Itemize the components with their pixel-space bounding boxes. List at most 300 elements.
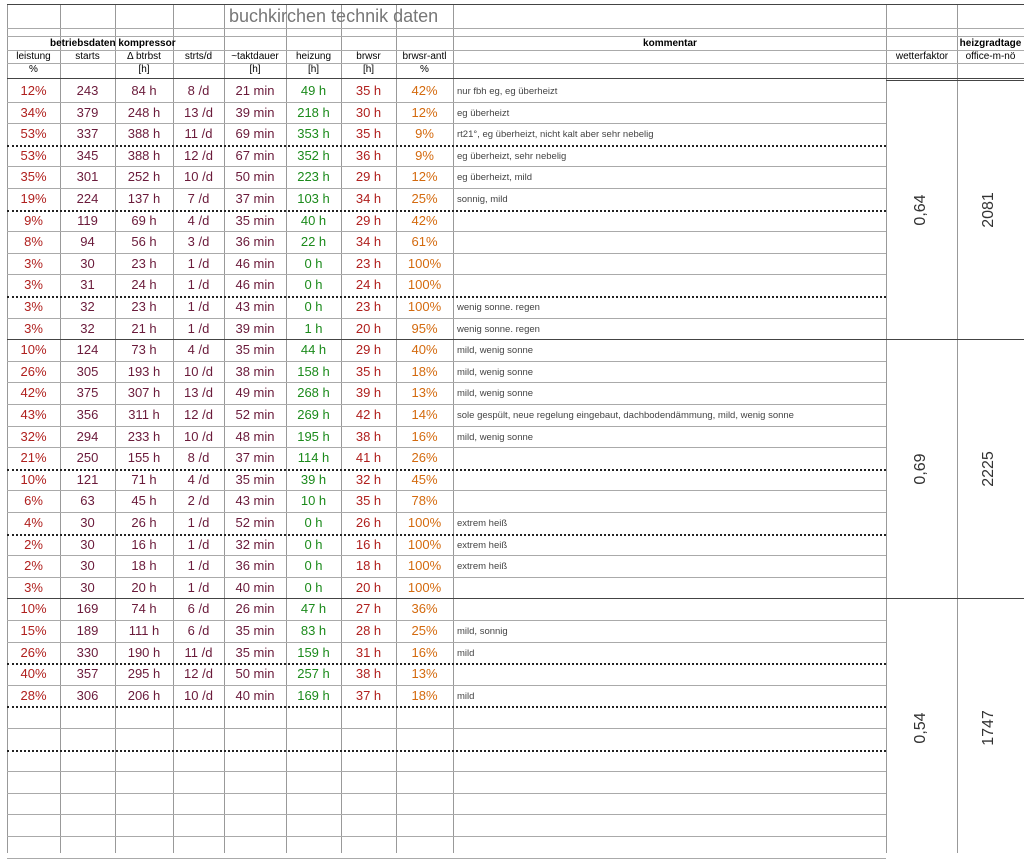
cell-strts: 7 /d (187, 191, 210, 206)
cell-btrbst: 311 h (128, 407, 160, 422)
grid-hline (7, 36, 1024, 37)
cell-btrbst: 74 h (131, 601, 157, 617)
sheet-title: buchkirchen technik daten (229, 6, 439, 26)
cell-btrbst: 45 h (131, 493, 157, 509)
cell-antl: 100% (407, 255, 442, 271)
cell-antl: 95% (411, 320, 438, 336)
cell-btrbst: 71 h (131, 471, 157, 487)
grid-hline (7, 78, 1024, 79)
grid-hline (7, 771, 886, 772)
cell-kommentar (457, 237, 885, 251)
cell-heizung: 0 h (304, 255, 323, 271)
cell-starts: 305 (76, 363, 99, 379)
table-row (0, 642, 886, 664)
cell-leistung: 10% (20, 471, 47, 487)
cell-leistung: 3% (24, 255, 43, 271)
cell-strts: 1 /d (187, 299, 210, 314)
cell-brwsr: 20 h (355, 320, 382, 336)
cell-brwsr: 28 h (355, 623, 382, 638)
cell-btrbst: 18 h (131, 558, 157, 574)
cell-heizung: 40 h (300, 212, 327, 228)
cell-takt: 35 min (235, 471, 275, 487)
table-row (0, 123, 886, 145)
cell-heizung: 268 h (297, 385, 330, 401)
cell-leistung: 40% (20, 666, 47, 682)
cell-btrbst: 20 h (131, 579, 157, 595)
table-row (0, 620, 886, 642)
column-unit-starts (60, 64, 115, 76)
cell-strts: 4 /d (187, 212, 210, 228)
cell-antl: 42% (411, 212, 438, 228)
table-row (0, 534, 886, 556)
cell-kommentar (457, 216, 885, 230)
table-row (0, 361, 886, 383)
cell-brwsr: 24 h (355, 277, 382, 293)
column-unit-leistung: % (29, 64, 38, 75)
cell-starts: 357 (76, 666, 99, 682)
cell-btrbst: 206 h (127, 687, 161, 703)
table-row (0, 447, 886, 469)
cell-heizung: 39 h (300, 471, 327, 487)
table-row (0, 231, 886, 253)
cell-leistung: 42% (20, 385, 47, 401)
cell-kommentar: mild, wenig sonne (457, 388, 534, 400)
office-header: office-m-nö (965, 51, 1016, 62)
cell-heizung: 0 h (304, 299, 323, 314)
cell-btrbst: 111 h (128, 623, 160, 638)
cell-btrbst: 73 h (131, 342, 157, 358)
cell-heizung: 169 h (297, 687, 330, 703)
cell-kommentar: rt21°, eg überheizt, nicht kalt aber sehr nebelig (457, 129, 654, 141)
cell-brwsr: 35 h (355, 363, 382, 379)
comment-header: kommentar (643, 38, 697, 49)
table-row (0, 404, 886, 426)
cell-heizung: 0 h (304, 579, 323, 595)
cell-strts: 11 /d (184, 126, 213, 142)
cell-btrbst: 24 h (131, 277, 157, 293)
cell-heizung: 195 h (297, 428, 330, 444)
cell-brwsr: 32 h (355, 471, 382, 487)
cell-starts: 189 (76, 623, 99, 638)
cell-brwsr: 35 h (355, 126, 382, 142)
cell-heizung: 159 h (297, 644, 330, 660)
cell-btrbst: 248 h (127, 104, 161, 120)
heizgradtage-value: 1747 (980, 710, 997, 746)
cell-takt: 39 min (235, 320, 275, 336)
cell-takt: 43 min (235, 493, 275, 509)
table-row (0, 253, 886, 275)
cell-antl: 45% (411, 471, 438, 487)
table-row (0, 426, 886, 448)
cell-takt: 52 min (235, 515, 275, 530)
table-row (0, 188, 886, 210)
column-header-heizung: heizung (295, 51, 332, 62)
cell-btrbst: 56 h (131, 234, 157, 250)
table-row (0, 145, 886, 167)
column-unit-takt: [h] (249, 64, 261, 75)
cell-brwsr: 30 h (355, 104, 382, 120)
column-unit-strts (173, 64, 224, 76)
cell-strts: 1 /d (187, 558, 210, 574)
cell-strts: 8 /d (187, 450, 210, 466)
cell-antl: 42% (411, 83, 438, 98)
heizgradtage-value: 2225 (980, 451, 997, 487)
cell-strts: 6 /d (187, 623, 210, 638)
cell-takt: 38 min (235, 363, 275, 379)
cell-kommentar: sonnig, mild (457, 194, 508, 205)
cell-brwsr: 35 h (355, 493, 382, 509)
cell-leistung: 9% (24, 212, 43, 228)
table-row (0, 166, 886, 188)
cell-heizung: 47 h (300, 601, 327, 617)
column-header-btrbst: Δ btrbst (127, 51, 161, 62)
cell-heizung: 223 h (297, 169, 330, 185)
cell-antl: 100% (407, 299, 442, 314)
cell-starts: 345 (76, 147, 99, 163)
column-header-strts: strts/d (184, 51, 213, 62)
cell-starts: 63 (80, 493, 95, 509)
cell-kommentar: mild (457, 690, 475, 702)
cell-antl: 12% (411, 169, 438, 185)
table-row (0, 490, 886, 512)
cell-btrbst: 252 h (127, 169, 161, 185)
cell-brwsr: 38 h (355, 666, 382, 682)
cell-antl: 25% (411, 191, 438, 206)
cell-takt: 36 min (235, 558, 275, 574)
cell-takt: 35 min (235, 342, 275, 358)
group-header: betriebsdaten kompressor (50, 38, 176, 49)
cell-kommentar: mild (457, 647, 475, 659)
column-unit-brwsr: [h] (362, 64, 375, 75)
cell-kommentar: sole gespült, neue regelung eingebaut, dachbodendämmung, mild, wenig sonne (457, 410, 794, 421)
cell-strts: 1 /d (187, 579, 210, 595)
cell-starts: 250 (76, 450, 99, 466)
cell-strts: 10 /d (184, 363, 213, 379)
cell-starts: 301 (76, 169, 99, 185)
table-row (0, 598, 886, 620)
cell-kommentar (457, 453, 885, 467)
table-row (0, 663, 886, 685)
column-unit-btrbst: [h] (138, 64, 150, 75)
cell-leistung: 8% (24, 234, 43, 250)
cell-antl: 61% (411, 234, 438, 250)
cell-leistung: 15% (20, 623, 47, 638)
cell-kommentar (457, 259, 885, 273)
cell-heizung: 1 h (304, 320, 323, 336)
cell-brwsr: 27 h (355, 601, 382, 617)
cell-starts: 94 (80, 234, 95, 250)
cell-takt: 40 min (235, 687, 275, 703)
cell-antl: 13% (411, 666, 438, 682)
cell-starts: 243 (76, 83, 99, 98)
cell-brwsr: 29 h (355, 342, 382, 358)
cell-leistung: 2% (24, 558, 43, 574)
cell-heizung: 0 h (304, 558, 323, 574)
cell-starts: 337 (76, 126, 99, 142)
wetterfaktor-value: 0,64 (912, 194, 929, 226)
table-row (0, 80, 886, 102)
cell-kommentar: eg überheizt, sehr nebelig (457, 150, 567, 162)
cell-starts: 294 (76, 428, 99, 444)
cell-strts: 1 /d (187, 515, 210, 530)
cell-starts: 121 (76, 471, 99, 487)
cell-kommentar: wenig sonne. regen (457, 323, 540, 335)
cell-strts: 10 /d (184, 428, 213, 444)
grid-hline (7, 4, 1024, 5)
column-header-starts: starts (75, 51, 100, 62)
cell-kommentar: mild, wenig sonne (457, 345, 534, 357)
cell-antl: 18% (411, 363, 438, 379)
column-unit-heizung: [h] (307, 64, 320, 75)
cell-strts: 4 /d (187, 342, 210, 358)
cell-starts: 30 (80, 515, 95, 530)
cell-starts: 224 (76, 191, 99, 206)
cell-leistung: 10% (20, 601, 47, 617)
cell-leistung: 10% (20, 342, 47, 358)
cell-takt: 35 min (235, 212, 275, 228)
cell-antl: 36% (411, 601, 438, 617)
cell-leistung: 32% (20, 428, 47, 444)
cell-starts: 30 (80, 255, 95, 271)
table-row (0, 555, 886, 577)
cell-strts: 2 /d (187, 493, 210, 509)
column-header-brwsr: brwsr (356, 51, 381, 62)
cell-btrbst: 16 h (131, 536, 157, 552)
heizgradtage-value: 2081 (980, 191, 997, 228)
cell-leistung: 35% (20, 169, 47, 185)
cell-takt: 26 min (235, 601, 275, 617)
grid-vline (886, 4, 887, 853)
cell-kommentar (457, 475, 885, 489)
cell-heizung: 0 h (304, 536, 323, 552)
cell-strts: 10 /d (184, 687, 213, 703)
cell-brwsr: 20 h (355, 579, 382, 595)
cell-takt: 49 min (235, 385, 275, 401)
cell-antl: 14% (411, 407, 438, 422)
cell-starts: 30 (80, 558, 95, 574)
cell-leistung: 12% (20, 83, 47, 98)
cell-btrbst: 233 h (127, 428, 161, 444)
cell-antl: 25% (411, 623, 438, 638)
cell-heizung: 103 h (297, 191, 330, 206)
cell-leistung: 3% (24, 320, 43, 336)
cell-btrbst: 23 h (131, 299, 157, 314)
table-row (0, 339, 886, 361)
cell-leistung: 3% (24, 277, 43, 293)
column-header-takt: ~taktdauer (231, 51, 279, 62)
cell-takt: 69 min (235, 126, 275, 142)
cell-leistung: 26% (20, 644, 47, 660)
cell-heizung: 10 h (300, 493, 327, 509)
cell-kommentar (457, 496, 885, 510)
cell-takt: 50 min (235, 666, 275, 682)
cell-brwsr: 36 h (355, 147, 382, 163)
cell-leistung: 53% (20, 147, 47, 163)
grid-hline (7, 793, 886, 794)
cell-leistung: 21% (20, 450, 47, 466)
cell-heizung: 269 h (297, 407, 330, 422)
cell-leistung: 34% (20, 104, 47, 120)
cell-heizung: 0 h (304, 277, 323, 293)
table-row (0, 382, 886, 404)
cell-brwsr: 18 h (355, 558, 382, 574)
cell-antl: 40% (411, 342, 438, 358)
cell-strts: 13 /d (184, 104, 213, 120)
cell-btrbst: 155 h (127, 450, 161, 466)
cell-starts: 124 (76, 342, 99, 358)
cell-leistung: 3% (24, 299, 43, 314)
cell-brwsr: 16 h (355, 536, 382, 552)
cell-strts: 1 /d (187, 277, 210, 293)
cell-takt: 35 min (235, 623, 275, 638)
cell-strts: 1 /d (187, 536, 210, 552)
cell-btrbst: 69 h (131, 212, 157, 228)
table-row (0, 577, 886, 599)
cell-antl: 100% (407, 579, 442, 595)
wetterfaktor-header: wetterfaktor (895, 51, 949, 62)
cell-leistung: 3% (24, 579, 43, 595)
wetterfaktor-value: 0,54 (912, 712, 929, 744)
cell-brwsr: 23 h (355, 299, 382, 314)
cell-heizung: 0 h (304, 515, 323, 530)
cell-leistung: 43% (20, 407, 47, 422)
cell-brwsr: 41 h (355, 450, 382, 466)
table-row (0, 102, 886, 124)
cell-btrbst: 295 h (127, 666, 161, 682)
cell-starts: 30 (80, 536, 95, 552)
cell-takt: 40 min (235, 579, 275, 595)
cell-kommentar: eg überheizt, mild (457, 172, 532, 184)
cell-heizung: 83 h (300, 623, 327, 638)
cell-kommentar (457, 280, 885, 294)
cell-antl: 78% (411, 493, 438, 509)
table-row (0, 685, 886, 707)
cell-takt: 39 min (235, 104, 275, 120)
cell-kommentar (457, 604, 885, 618)
cell-brwsr: 23 h (355, 255, 382, 271)
cell-strts: 1 /d (187, 320, 210, 336)
column-header-leistung: leistung (16, 51, 51, 62)
cell-strts: 4 /d (187, 471, 210, 487)
cell-starts: 119 (77, 212, 98, 228)
cell-starts: 31 (80, 277, 95, 293)
cell-antl: 9% (415, 126, 434, 142)
cell-heizung: 114 h (297, 450, 330, 466)
cell-leistung: 2% (24, 536, 43, 552)
table-row (0, 274, 886, 296)
cell-takt: 46 min (235, 277, 275, 293)
cell-btrbst: 388 h (127, 126, 161, 142)
cell-kommentar: mild, wenig sonne (457, 366, 534, 378)
cell-brwsr: 37 h (355, 687, 382, 703)
cell-brwsr: 42 h (355, 407, 382, 422)
cell-strts: 6 /d (187, 601, 210, 617)
cell-takt: 46 min (235, 255, 275, 271)
grid-hline (7, 750, 886, 752)
cell-btrbst: 307 h (127, 385, 161, 401)
cell-kommentar (457, 583, 885, 597)
grid-hline (7, 728, 886, 729)
cell-kommentar: extrem heiß (457, 539, 508, 551)
cell-btrbst: 84 h (131, 83, 157, 98)
cell-strts: 12 /d (184, 147, 213, 163)
cell-starts: 330 (76, 644, 99, 660)
cell-leistung: 26% (20, 363, 47, 379)
cell-btrbst: 26 h (131, 515, 157, 530)
grid-hline (7, 28, 1024, 29)
cell-kommentar: nur fbh eg, eg überheizt (457, 86, 558, 97)
cell-starts: 375 (76, 385, 99, 401)
cell-antl: 26% (411, 450, 438, 466)
cell-antl: 100% (407, 277, 442, 293)
cell-btrbst: 193 h (127, 363, 161, 379)
cell-heizung: 218 h (297, 104, 330, 120)
cell-kommentar: extrem heiß (457, 518, 508, 529)
cell-kommentar: mild, sonnig (457, 626, 508, 637)
grid-hline (7, 814, 886, 815)
cell-heizung: 158 h (297, 363, 330, 379)
cell-kommentar: wenig sonne. regen (457, 302, 540, 313)
table-row (0, 210, 886, 232)
column-unit-antl: % (420, 64, 429, 75)
cell-brwsr: 31 h (355, 644, 382, 660)
cell-brwsr: 29 h (355, 212, 382, 228)
cell-takt: 32 min (235, 536, 275, 552)
cell-strts: 12 /d (184, 666, 213, 682)
cell-antl: 100% (407, 558, 442, 574)
cell-leistung: 53% (20, 126, 47, 142)
cell-takt: 35 min (235, 644, 275, 660)
cell-antl: 100% (407, 515, 442, 530)
cell-antl: 16% (411, 428, 438, 444)
cell-btrbst: 23 h (131, 255, 157, 271)
cell-antl: 100% (407, 536, 442, 552)
cell-heizung: 257 h (297, 666, 330, 682)
table-row (0, 512, 886, 534)
cell-leistung: 28% (20, 687, 47, 703)
cell-starts: 30 (80, 579, 95, 595)
cell-btrbst: 21 h (131, 320, 157, 336)
cell-starts: 169 (76, 601, 99, 617)
cell-strts: 13 /d (184, 385, 213, 401)
cell-takt: 21 min (235, 83, 275, 98)
cell-starts: 306 (76, 687, 99, 703)
cell-takt: 50 min (235, 169, 275, 185)
cell-leistung: 4% (24, 515, 43, 530)
cell-btrbst: 190 h (127, 644, 161, 660)
table-row (0, 469, 886, 491)
wetterfaktor-value: 0,69 (912, 453, 929, 485)
cell-brwsr: 29 h (355, 169, 382, 185)
cell-leistung: 19% (20, 191, 47, 206)
table-row (0, 296, 886, 318)
cell-antl: 9% (415, 147, 434, 163)
cell-kommentar: extrem heiß (457, 561, 508, 573)
cell-heizung: 353 h (297, 126, 330, 142)
cell-takt: 37 min (235, 450, 275, 466)
cell-heizung: 44 h (300, 342, 327, 358)
cell-kommentar (457, 669, 885, 683)
grid-hline (7, 836, 886, 837)
cell-starts: 32 (80, 299, 95, 314)
cell-heizung: 22 h (300, 234, 327, 250)
cell-brwsr: 34 h (355, 191, 382, 206)
cell-strts: 12 /d (184, 407, 213, 422)
cell-leistung: 6% (24, 493, 43, 509)
cell-kommentar: eg überheizt (457, 107, 510, 119)
cell-strts: 8 /d (187, 83, 210, 98)
cell-brwsr: 39 h (355, 385, 382, 401)
